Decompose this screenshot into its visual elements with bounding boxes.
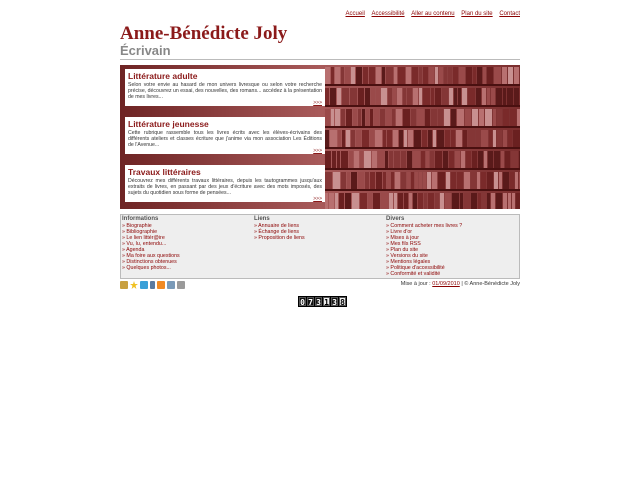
footer-column-divers bbox=[386, 216, 462, 277]
footer-link-divers[interactable]: » Conformité et validité bbox=[386, 271, 441, 277]
footer-link-informations[interactable]: » Vu, lu, entendu... bbox=[122, 241, 167, 247]
footer-link-informations[interactable]: » Le lien littér@ire bbox=[122, 235, 165, 241]
column-heading: Informations bbox=[122, 216, 159, 222]
footer-link-divers[interactable]: » Versions du site bbox=[386, 253, 428, 259]
counter-digit: 0 bbox=[300, 298, 305, 307]
footer-link-divers[interactable]: » Livre d'or bbox=[386, 229, 413, 235]
footer-link-liens[interactable]: » Échange de liens bbox=[254, 229, 300, 235]
footer-link-divers[interactable]: » Politique d'accessibilité bbox=[386, 265, 445, 271]
nav-contact[interactable]: Contact bbox=[499, 11, 520, 17]
counter-digit: 1 bbox=[324, 298, 329, 307]
site-subtitle: Écrivain bbox=[120, 43, 171, 58]
visitor-counter bbox=[298, 296, 347, 307]
footer-link-informations[interactable]: » Ma foire aux questions bbox=[122, 253, 180, 259]
read-more-link[interactable]: >>> bbox=[313, 196, 322, 202]
card-text: Selon votre envie au hasard de mon univers livresque ou selon votre recherche précise, découvrez un essai, des nouvelles, des romans... accédez à la présentation de mes livres... bbox=[128, 82, 322, 100]
footer-column-liens bbox=[254, 216, 305, 241]
top-navigation bbox=[120, 11, 520, 17]
title-divider bbox=[120, 59, 520, 60]
twitter-icon[interactable] bbox=[140, 281, 148, 289]
footer-column-informations bbox=[122, 216, 180, 271]
counter-digit: 3 bbox=[332, 298, 337, 307]
favorite-star-icon[interactable] bbox=[130, 281, 138, 289]
footer-link-informations[interactable]: » Bibliographie bbox=[122, 229, 158, 235]
card-text: Cette rubrique rassemble tous les livres écrits avec les élèves-écrivains des différents ateliers et classes écriture que j'anime via mon association Les Éditions de l'Avenue... bbox=[128, 130, 322, 148]
footer-link-liens[interactable]: » Proposition de liens bbox=[254, 235, 305, 241]
counter-digit: 8 bbox=[340, 298, 345, 307]
nav-plan-du-site[interactable]: Plan du site bbox=[461, 11, 493, 17]
footer-link-informations[interactable]: » Distinctions obtenues bbox=[122, 259, 177, 265]
update-info bbox=[300, 281, 520, 287]
counter-digit: 3 bbox=[316, 298, 321, 307]
card-title[interactable]: Travaux littéraires bbox=[128, 167, 201, 177]
print-icon[interactable] bbox=[177, 281, 185, 289]
card-travaux-litteraires bbox=[125, 165, 325, 202]
column-heading: Liens bbox=[254, 216, 270, 222]
footer-link-divers[interactable]: » Mentions légales bbox=[386, 259, 431, 265]
counter-digit: 7 bbox=[308, 298, 313, 307]
footer-link-liens[interactable]: » Annuaire de liens bbox=[254, 223, 300, 229]
rss-icon[interactable] bbox=[157, 281, 165, 289]
footer-link-divers[interactable]: » Plan du site bbox=[386, 247, 419, 253]
card-litterature-adulte bbox=[125, 69, 325, 106]
read-more-link[interactable]: >>> bbox=[313, 148, 322, 154]
card-litterature-jeunesse bbox=[125, 117, 325, 154]
card-text: Découvrez mes différents travaux littéraires, depuis les tautogrammes jusqu'aux extraits de livres, en passant par des jeux d'écriture avec des mots imposés, des sujets du quotidien sous forme de pensées... bbox=[128, 178, 322, 196]
nav-accueil[interactable]: Accueil bbox=[345, 11, 365, 17]
site-title[interactable]: Anne-Bénédicte Joly bbox=[120, 23, 288, 44]
footer-links-panel bbox=[120, 214, 520, 279]
footer-link-divers[interactable]: » Comment acheter mes livres ? bbox=[386, 223, 463, 229]
card-title[interactable]: Littérature jeunesse bbox=[128, 119, 209, 129]
home-icon[interactable] bbox=[120, 281, 128, 289]
mobile-icon[interactable] bbox=[150, 281, 155, 289]
footer-link-informations[interactable]: » Quelques photos... bbox=[122, 265, 171, 271]
footer-link-informations[interactable]: » Agenda bbox=[122, 247, 145, 253]
copyright-text: | © Anne-Bénédicte Joly bbox=[461, 281, 520, 287]
column-heading: Divers bbox=[386, 216, 405, 222]
nav-accessibilite[interactable]: Accessibilité bbox=[371, 11, 405, 17]
card-title[interactable]: Littérature adulte bbox=[128, 71, 198, 81]
nav-aller-au-contenu[interactable]: Aller au contenu bbox=[411, 11, 455, 17]
footer-link-divers[interactable]: » Mises à jour bbox=[386, 235, 419, 241]
footer-link-divers[interactable]: » Mes fils RSS bbox=[386, 241, 421, 247]
read-more-link[interactable]: >>> bbox=[313, 100, 322, 106]
update-label: Mise à jour : bbox=[400, 281, 431, 287]
mail-icon[interactable] bbox=[167, 281, 175, 289]
footer-link-informations[interactable]: » Biographie bbox=[122, 223, 152, 229]
utility-icons bbox=[120, 281, 185, 289]
update-date-link[interactable]: 01/09/2010 bbox=[432, 281, 460, 287]
